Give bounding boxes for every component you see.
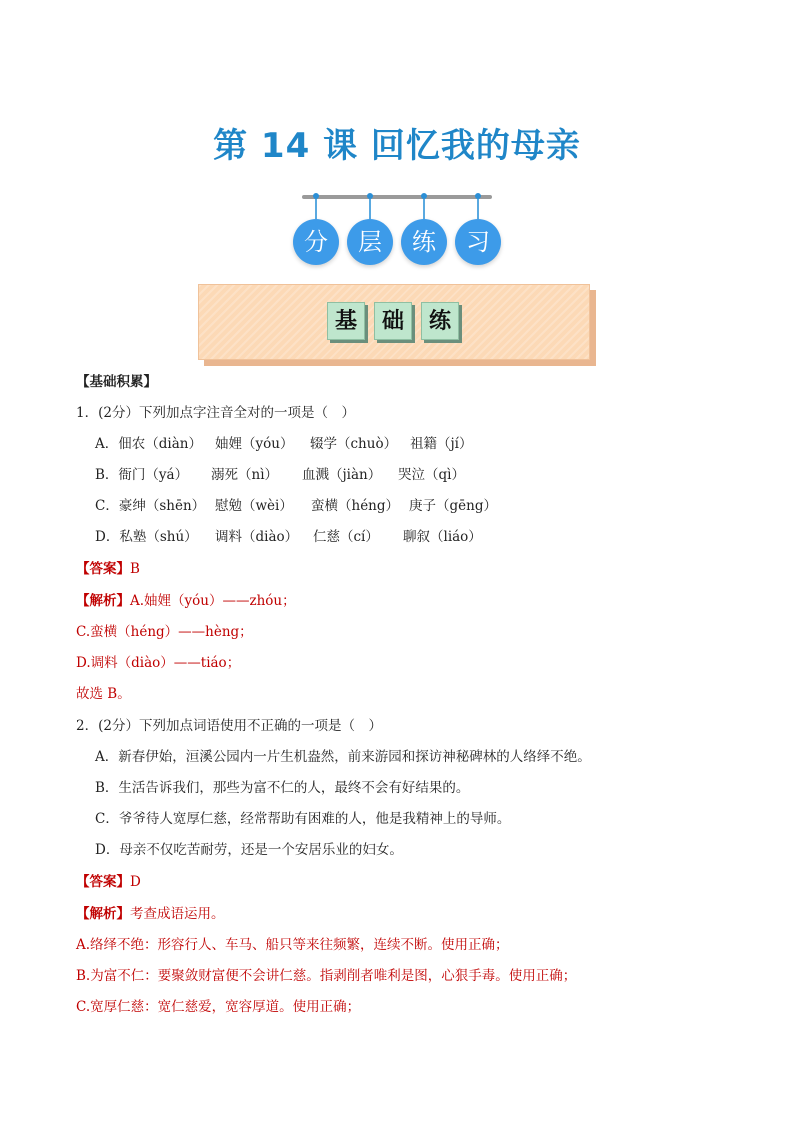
analysis-line: C.蛮横（héng）——hèng；: [76, 624, 253, 640]
hanger-dot: [313, 193, 319, 199]
hanger-dot: [475, 193, 481, 199]
bubble-char: 层: [347, 219, 393, 265]
analysis-line: C.宽厚仁慈：宽仁慈爱，宽容厚道。使用正确；: [76, 999, 361, 1015]
question-2-stem: 2．(2分）下列加点词语使用不正确的一项是（ ）: [76, 718, 382, 734]
option-item: 调料（diào）: [215, 529, 299, 545]
hanger-peg: [369, 197, 371, 219]
analysis-label: 【解析】: [76, 906, 130, 922]
question-2-option-d: D．母亲不仅吃苦耐劳，还是一个安居乐业的妇女。: [95, 842, 403, 858]
option-item: B．衙门（yá）: [95, 467, 189, 483]
hanger-peg: [315, 197, 317, 219]
question-2-option-b: B．生活告诉我们，那些为富不仁的人，最终不会有好结果的。: [95, 780, 470, 796]
section-heading: 【基础积累】: [76, 374, 157, 390]
option-item: 哭泣（qì）: [398, 467, 465, 483]
banner-tile: 练: [421, 302, 459, 340]
option-item: 庚子（gēng）: [409, 498, 497, 514]
option-item: 溺死（nì）: [211, 467, 279, 483]
bubble-char: 习: [455, 219, 501, 265]
analysis-line: D.调料（diào）——tiáo；: [76, 655, 241, 671]
option-item: 慰勉（wèi）: [215, 498, 293, 514]
hanger-dot: [367, 193, 373, 199]
option-item: 血溅（jiàn）: [302, 467, 382, 483]
analysis-label: 【解析】: [76, 593, 130, 609]
banner-tile: 础: [374, 302, 412, 340]
question-1-analysis: [76, 591, 296, 611]
analysis-line: A.络绎不绝：形容行人、车马、船只等来往频繁，连续不断。使用正确；: [76, 937, 509, 953]
question-2-option-c: C．爷爷待人宽厚仁慈，经常帮助有困难的人，他是我精神上的导师。: [95, 811, 511, 827]
option-item: 聊叙（liáo）: [403, 529, 482, 545]
bubble-char: 练: [401, 219, 447, 265]
answer-label: 【答案】: [76, 874, 130, 890]
hanger-peg: [423, 197, 425, 219]
option-item: 仁慈（cí）: [313, 529, 379, 545]
question-1-option-a: [95, 434, 473, 454]
answer-value: B: [130, 561, 140, 577]
analysis-conclusion: 故选 B。: [76, 686, 131, 702]
question-2-analysis: [76, 904, 225, 924]
answer-label: 【答案】: [76, 561, 130, 577]
analysis-text: A.妯娌（yóu）——zhóu；: [130, 593, 296, 609]
question-1-option-d: [95, 527, 482, 547]
option-item: 辍学（chuò）: [310, 436, 398, 452]
analysis-line: B.为富不仁：要聚敛财富便不会讲仁慈。指剥削者唯利是图，心狠手毒。使用正确；: [76, 968, 577, 984]
analysis-text: 考查成语运用。: [130, 906, 225, 922]
option-item: 祖籍（jí）: [410, 436, 473, 452]
hanger-dot: [421, 193, 427, 199]
option-item: C．豪绅（shēn）: [95, 498, 206, 514]
question-1-stem: 1．(2分）下列加点字注音全对的一项是（ ）: [76, 405, 355, 421]
option-item: 蛮横（héng）: [311, 498, 400, 514]
question-1-answer: [76, 559, 140, 579]
question-2-answer: [76, 872, 141, 892]
question-1-option-b: [95, 465, 465, 485]
option-item: A．佃农（diàn）: [95, 436, 202, 452]
hanger-peg: [477, 197, 479, 219]
option-item: 妯娌（yóu）: [215, 436, 294, 452]
hanger-rail: [302, 195, 492, 199]
option-item: D．私塾（shú）: [95, 529, 198, 545]
banner-tile: 基: [327, 302, 365, 340]
bubble-char: 分: [293, 219, 339, 265]
question-2-option-a: A．新春伊始，洹溪公园内一片生机盎然，前来游园和探访神秘碑林的人络绎不绝。: [95, 749, 591, 765]
page-title: 第 14 课 回忆我的母亲: [213, 126, 581, 166]
answer-value: D: [130, 874, 141, 890]
question-1-option-c: [95, 496, 497, 516]
